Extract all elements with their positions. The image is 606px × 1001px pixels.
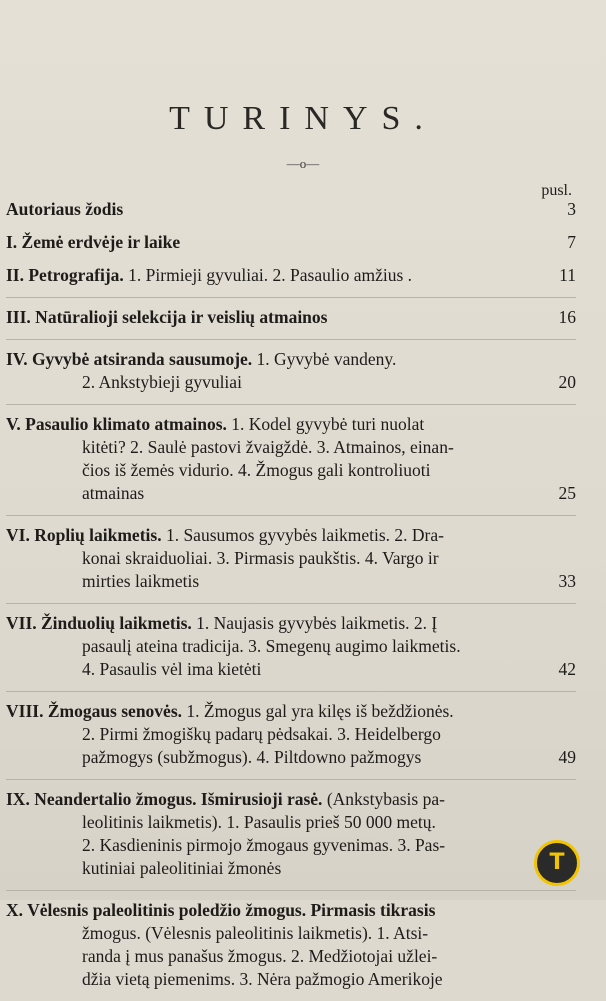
entry-divider: [6, 297, 576, 298]
toc-entry-continuation: konai skraiduoliai. 3. Pirmasis paukštis. 4. Vargo ir: [82, 548, 439, 568]
toc-entry-continuation: pažmogys (subžmogus). 4. Piltdowno pažmogys: [82, 747, 422, 767]
toc-entry-line: [6, 348, 576, 371]
toc-entry-heading: I. Žemė erdvėje ir laike: [6, 232, 181, 252]
toc-entry-continuation: 2. Ankstybieji gyvuliai: [82, 372, 242, 392]
toc-entry-line: [6, 413, 576, 436]
toc-entry-subtopics: 1. Naujasis gyvybės laikmetis. 2. Į: [191, 613, 438, 633]
toc-entry-subtopics: (Ankstybasis pa-: [322, 789, 445, 809]
toc-entry-continuation: kutiniai paleolitiniai žmonės: [82, 858, 282, 878]
toc-entry-subtopics: 1. Žmogus gal yra kilęs iš beždžionės.: [182, 701, 454, 721]
toc-entry-line: [6, 788, 576, 811]
page-column-label: pusl.: [541, 182, 572, 199]
toc-entry-continuation: džia vietą piemenims. 3. Nėra pažmogio Amerikoje: [82, 969, 443, 989]
toc-entry: [6, 788, 576, 880]
toc-entry-line: [6, 612, 576, 635]
entry-divider: [6, 404, 576, 405]
toc-entry-continuation: atmainas: [82, 483, 145, 503]
toc-entry: [6, 198, 576, 221]
toc-entry-continuation: leolitinis laikmetis). 1. Pasaulis prieš 50 000 metų.: [82, 812, 436, 832]
toc-entry-line: [6, 899, 576, 922]
toc-page-number: 42: [558, 659, 576, 679]
toc-entry-continuation: mirties laikmetis: [82, 571, 200, 591]
title-ornament: —o—: [286, 156, 320, 171]
toc-page-number: 16: [558, 307, 576, 327]
entry-divider: [6, 339, 576, 340]
toc-entry-heading: III. Natūralioji selekcija ir veislių atmainos: [6, 307, 328, 327]
toc-entry-continuation: kitėti? 2. Saulė pastovi žvaigždė. 3. Atmainos, einan-: [82, 437, 454, 457]
toc-page-number: 49: [558, 747, 576, 767]
toc-entry-line: [6, 700, 576, 723]
toc-entry: [6, 306, 576, 329]
toc-entry: [6, 612, 576, 681]
toc-page-number: 25: [558, 483, 576, 503]
toc-entry-heading: IV. Gyvybė atsiranda sausumoje.: [6, 349, 253, 369]
toc-entry-heading: VI. Roplių laikmetis.: [6, 525, 162, 545]
toc-entry-heading: VIII. Žmogaus senovės.: [6, 701, 182, 721]
toc-entry-subtopics: 1. Gyvybė vandeny.: [252, 349, 397, 369]
toc-entry-continuation: pasaulį ateina tradicija. 3. Smegenų augimo laikmetis.: [82, 636, 461, 656]
toc-entry-line: [6, 306, 576, 329]
toc-entry: [6, 413, 576, 505]
toc-entry-continuation: randa į mus panašus žmogus. 2. Medžiotojai užlei-: [82, 946, 438, 966]
toc-page-number: 3: [567, 199, 576, 219]
toc-entry-line: [6, 524, 576, 547]
toc-entry: [6, 899, 576, 991]
toc-entry-continuation: 4. Pasaulis vėl ima kietėti: [82, 659, 262, 679]
toc-page-number: 20: [558, 372, 576, 392]
toc-entry-subtopics: 1. Pirmieji gyvuliai. 2. Pasaulio amžius .: [123, 265, 413, 285]
toc-entry-continuation: žmogus. (Vėlesnis paleolitinis laikmetis). 1. Atsi-: [82, 923, 429, 943]
toc-page-number: 33: [558, 571, 576, 591]
toc-entry-subtopics: 1. Kodel gyvybė turi nuolat: [226, 414, 425, 434]
toc-entry: [6, 264, 576, 287]
toc-page-number: 11: [559, 265, 576, 285]
toc-entry-subtopics: 1. Sausumos gyvybės laikmetis. 2. Dra-: [161, 525, 444, 545]
toc-entry-continuation: 2. Kasdieninis pirmojo žmogaus gyvenimas. 3. Pas-: [82, 835, 446, 855]
toc-entry-line: [6, 231, 576, 254]
toc-entry: [6, 231, 576, 254]
toc-entry-continuation: čios iš žemės vidurio. 4. Žmogus gali kontroliuoti: [82, 460, 431, 480]
toc-entry-heading: VII. Žinduolių laikmetis.: [6, 613, 192, 633]
toc-entry: [6, 348, 576, 394]
entry-divider: [6, 779, 576, 780]
toc-page-number: 7: [567, 232, 576, 252]
app-logo-icon[interactable]: T: [534, 840, 580, 886]
toc-entry: [6, 700, 576, 769]
toc-entry-continuation: 2. Pirmi žmogiškų padarų pėdsakai. 3. Heidelbergo: [82, 724, 441, 744]
toc-entry: [6, 524, 576, 593]
table-of-contents: [6, 198, 576, 1001]
entry-divider: [6, 890, 576, 891]
entry-divider: [6, 515, 576, 516]
entry-divider: [6, 603, 576, 604]
page-title: TURINYS.: [169, 100, 437, 137]
toc-entry-heading: X. Vėlesnis paleolitinis poledžio žmogus. Pirmasis tikrasis: [6, 900, 436, 920]
toc-entry-heading: IX. Neandertalio žmogus. Išmirusioji rasė.: [6, 789, 323, 809]
toc-entry-line: [6, 264, 576, 287]
toc-entry-heading: II. Petrografija.: [6, 265, 124, 285]
toc-entry-heading: Autoriaus žodis: [6, 199, 124, 219]
toc-entry-line: [6, 198, 576, 221]
toc-entry-heading: V. Pasaulio klimato atmainos.: [6, 414, 227, 434]
entry-divider: [6, 691, 576, 692]
